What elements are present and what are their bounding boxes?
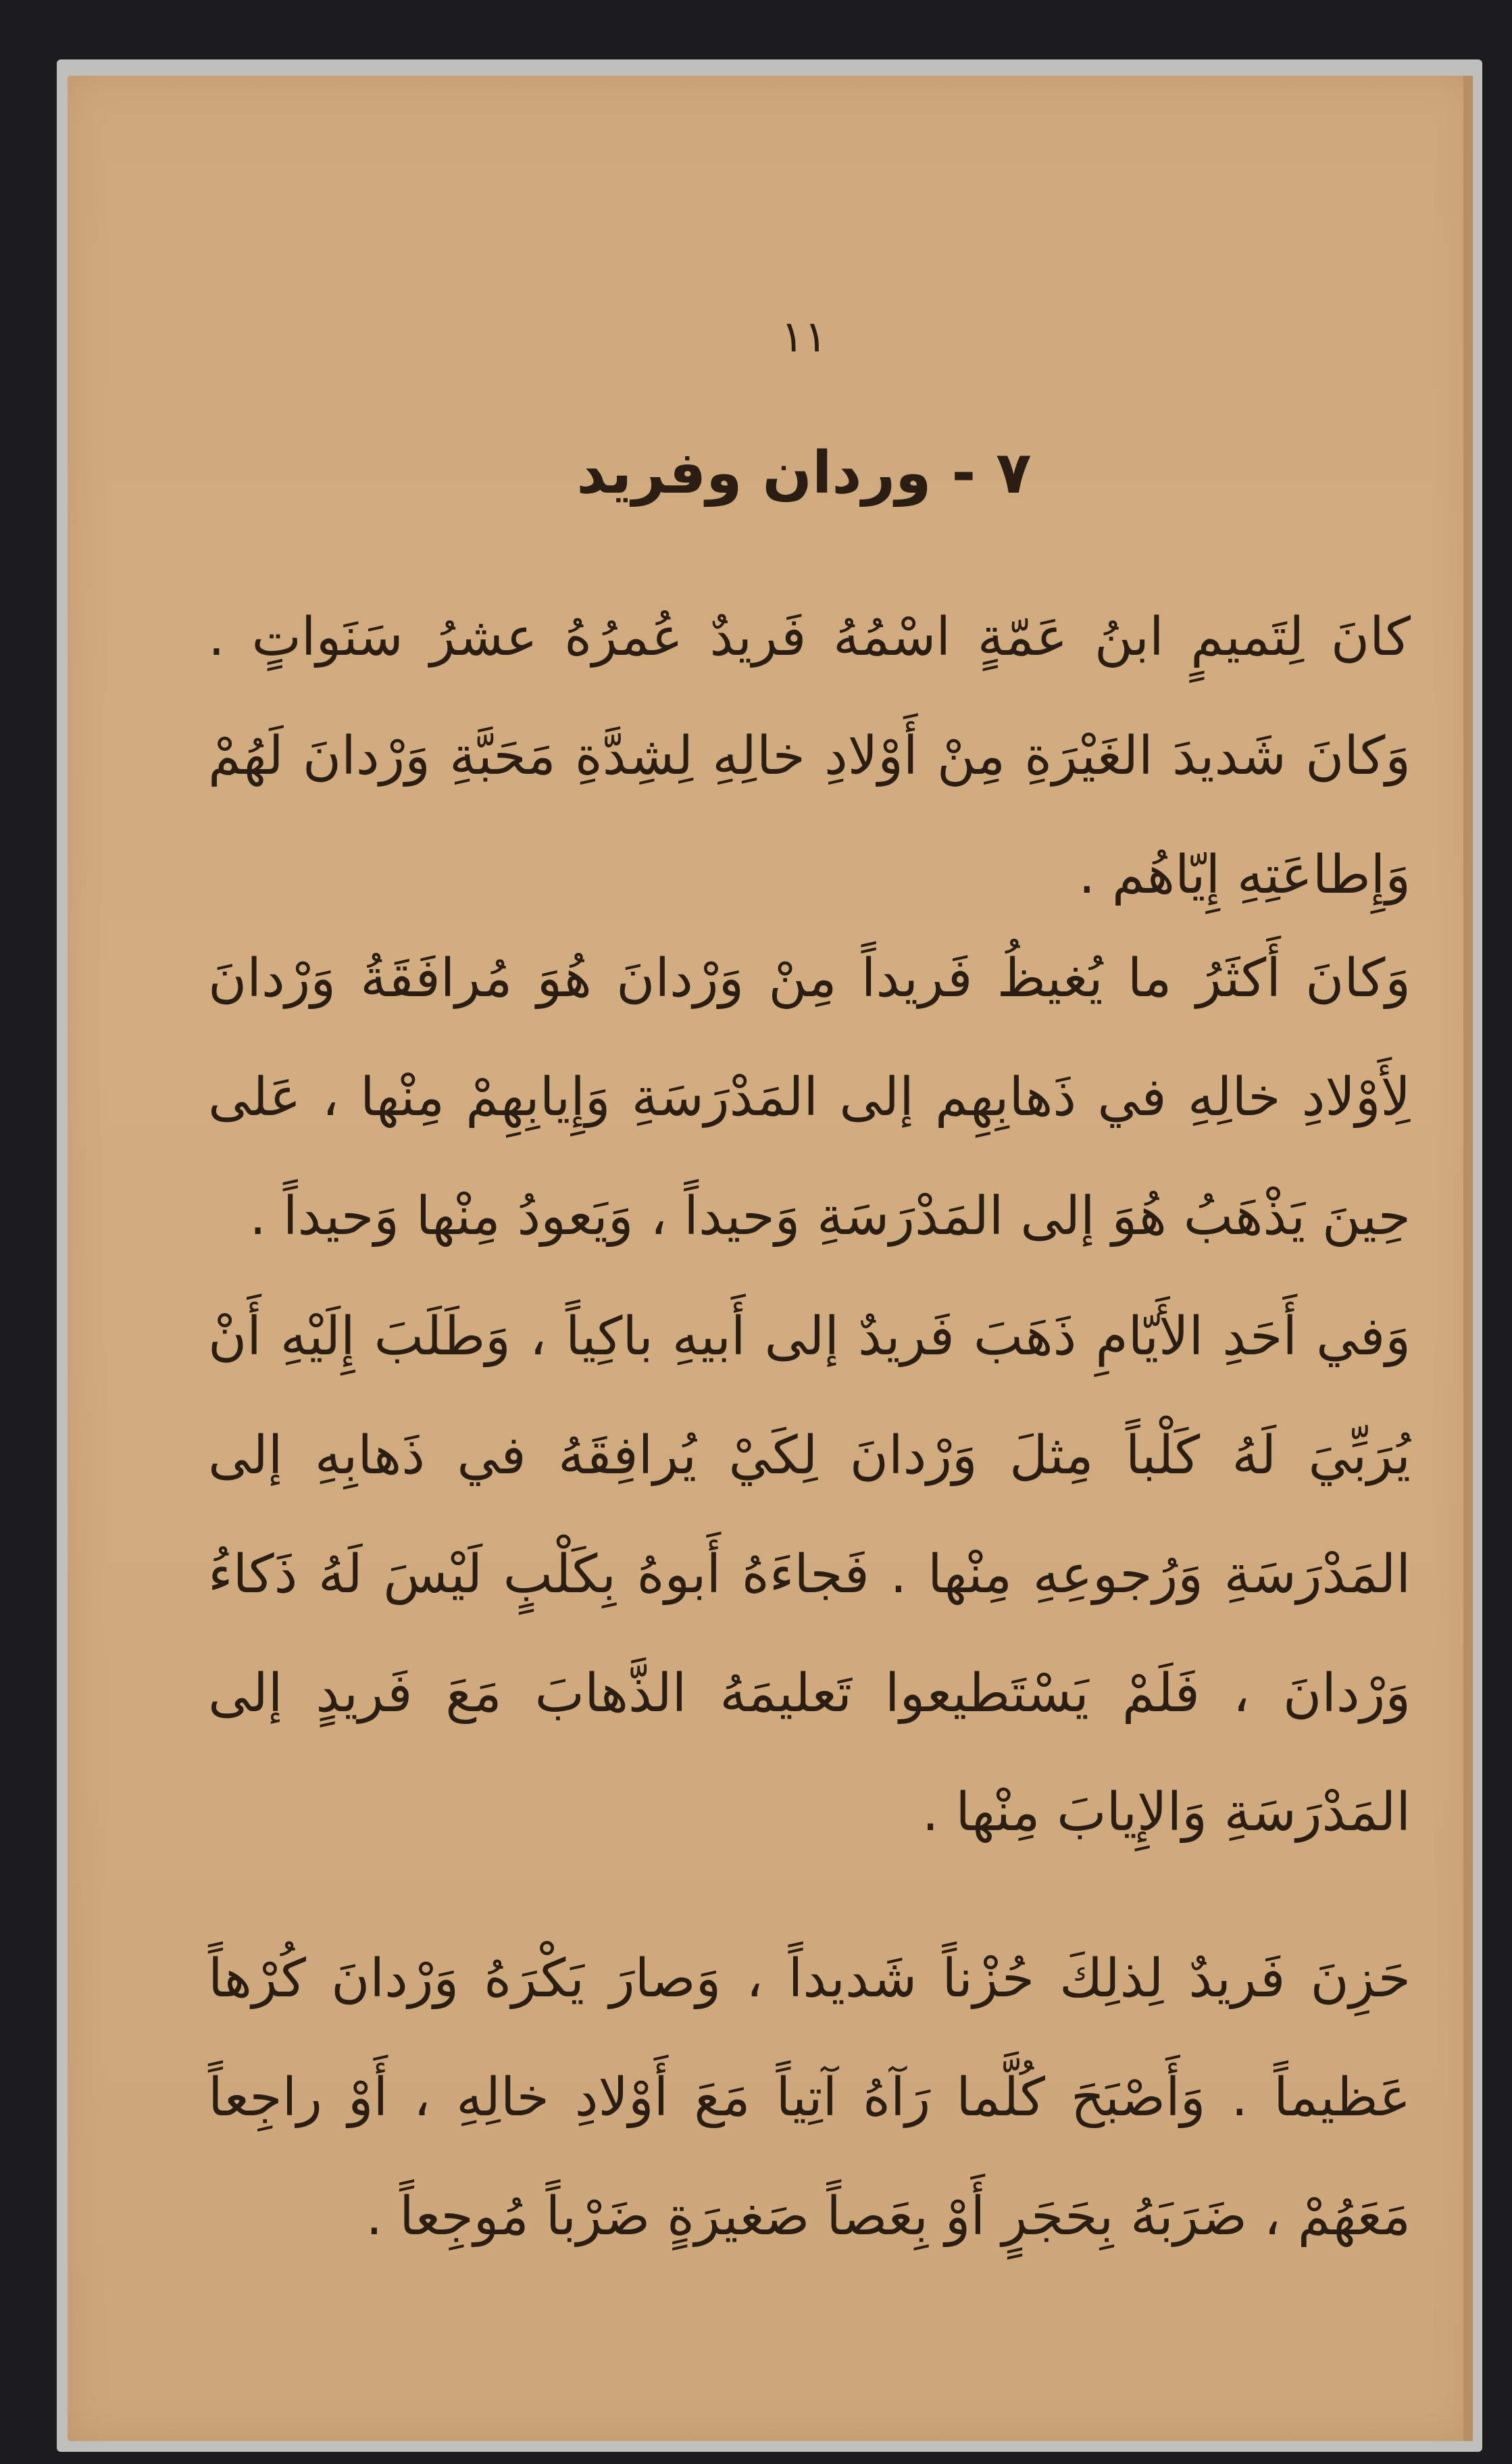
page-edge bbox=[1463, 76, 1473, 2441]
paragraph-2: وَكانَ أَكثَرُ ما يُغيظُ فَريداً مِنْ وَرْدانَ هُوَ مُرافَقَةُ وَرْدانَ لِأَوْلادِ خالِهِ في ذَهابِهِم إلى المَدْرَسَةِ وَإِيابِهِمْ مِنْها ، عَلى حِينَ يَذْهَبُ هُوَ إلى المَدْرَسَةِ وَحيداً ، وَيَعودُ مِنْها وَحيداً . bbox=[208, 948, 1411, 1247]
chapter-title: ٧ - وردان وفريد bbox=[576, 439, 1032, 507]
page-number: ١١ bbox=[780, 312, 828, 362]
paragraph-4: حَزِنَ فَريدٌ لِذلِكَ حُزْناً شَديداً ، وَصارَ يَكْرَهُ وَرْدانَ كُرْهاً عَظيماً . وَأَصْبَحَ كُلَّما رَآهُ آتِياً مَعَ أَوْلادِ خالِهِ ، أَوْ راجِعاً مَعَهُمْ ، ضَرَبَهُ بِحَجَرٍ أَوْ بِعَصاً صَغيرَةٍ ضَرْباً مُوجِعاً . bbox=[208, 1948, 1411, 2247]
paragraph-1: كانَ لِتَميمٍ ابنُ عَمّةٍ اسْمُهُ فَريدٌ عُمرُهُ عشرُ سَنَواتٍ . وَكانَ شَديدَ الغَيْرَةِ مِنْ أَوْلادِ خالِهِ لِشِدَّةِ مَحَبَّةِ وَرْدانَ لَهُمْ وَإِطاعَتِهِ إِيّاهُم . bbox=[208, 607, 1411, 906]
paragraph-3: وَفي أَحَدِ الأَيّامِ ذَهَبَ فَريدٌ إلى أَبيهِ باكِياً ، وَطَلَبَ إِلَيْهِ أَنْ يُرَبِّيَ لَهُ كَلْباً مِثلَ وَرْدانَ لِكَيْ يُرافِقَهُ في ذَهابِهِ إلى المَدْرَسَةِ وَرُجوعِهِ مِنْها . فَجاءَهُ أَبوهُ بِكَلْبٍ لَيْسَ لَهُ ذَكاءُ وَرْدانَ ، فَلَمْ يَسْتَطيعوا تَعليمَهُ الذَّهابَ مَعَ فَريدٍ إلى المَدْرَسَةِ وَالإِيابَ مِنْها . bbox=[208, 1306, 1411, 1843]
